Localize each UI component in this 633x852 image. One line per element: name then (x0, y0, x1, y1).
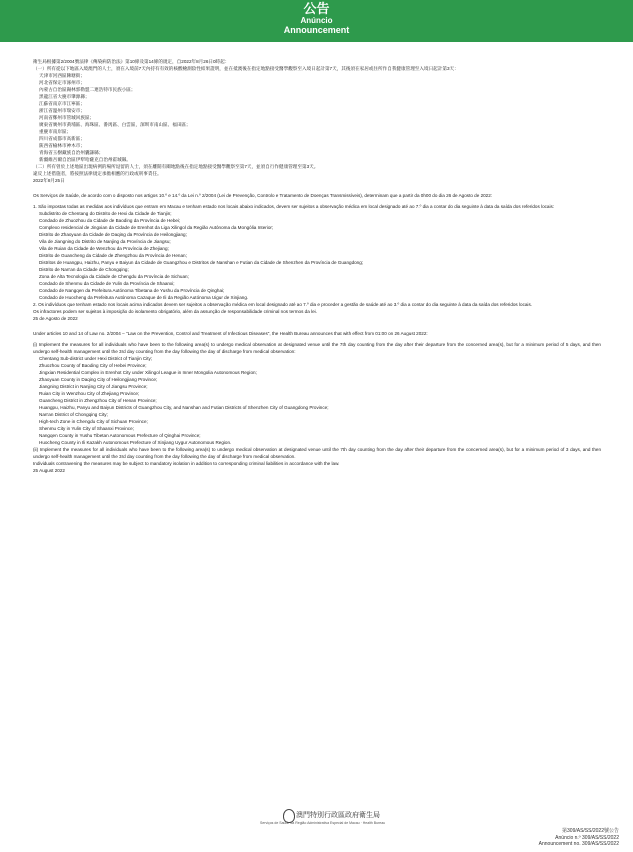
list-item: 青海省玉樹藏族自治州囊謙縣； (39, 150, 104, 155)
list-item: High-tech Zone in Chengdu City of Sichuan Province; (39, 419, 148, 424)
list-item: Ruian City in Wenzhou City of Zhejiang Province; (39, 391, 140, 396)
announcement-body (33, 58, 601, 474)
list-item: 天津市河西區陳塘街； (39, 73, 85, 78)
list-item: Distrito de Zhaoyuan da Cidade de Daqing da Província de Heilongjiang; (39, 232, 187, 237)
en-para1: (i) Implement the measures for all individuals who have been to the following area(s) to undergo medical observation at designated venue until the 7th day counting from the day after their departure from the concerned area(s), but for a minimum period of 5 days, and then undergo self-health management until the 3rd day counting from the day following the day of discharge from medical observation: (33, 342, 601, 354)
en-area-list (33, 355, 601, 446)
list-item: 浙江省溫州市瑞安市； (39, 108, 85, 113)
list-item: 廣東省廣州市黃埔區、海珠區、番禺區、白雲區，深圳市南山區、福田區； (39, 122, 191, 127)
list-item: 四川省成都市高新區； (39, 136, 85, 141)
list-item: Zhuozhou County of Baoding City of Hebei Province; (39, 363, 147, 368)
list-item: Chentang Sub-district under Hexi District of Tianjin City; (39, 356, 153, 361)
list-item: Condado de Zhuozhou da Cidade de Baoding da Província de Hebei; (39, 218, 181, 223)
pt-para3: Os infractores podem ser sujeitos à imposição do isolamento obrigatório, além da assunção de responsabilidade criminal nos termos da lei. (33, 309, 317, 314)
zh-area-list (33, 72, 601, 163)
ref-en: Announcement no. 309/AS/SS/2022 (538, 841, 619, 847)
list-item: Distrito de Guancheng da Cidade de Zhengzhou da Província de Henan; (39, 253, 187, 258)
list-item: 江蘇省南京市江寧區； (39, 101, 85, 106)
list-item: 河南省鄭州市管城回族區； (39, 115, 95, 120)
list-item: Condado de Huocheng da Prefeitura Autónoma Cazaque de Ili da Região Autónoma Uigur de Xinjiang. (39, 295, 249, 300)
list-item: 重慶市南岸區； (39, 129, 72, 134)
en-para2: (ii) Implement the measures for all individuals who have been to the following area(s) to undergo medical observation at designated venue until the 7th day counting from the day after their departure from the concerned area(s), but for a minimum period of 3 days, and then undergo self-health management until the 3rd day counting from the day following the day of discharge from medical observation. (33, 447, 601, 459)
list-item: Condado de Shenmu da Cidade de Yulin da Província de Shaanxi; (39, 281, 175, 286)
list-item: Distrito de Nan'an da Cidade de Chongqing; (39, 267, 129, 272)
list-item: Huocheng County in Ili Kazakh Autonomous Prefecture of Xinjiang Uygur Autonomous Region. (39, 440, 232, 445)
zh-para3: 違反上述措施者，將按照法律規定承擔相應的行政或刑事責任。 (33, 171, 162, 176)
zh-date: 2022年8月25日 (33, 178, 65, 183)
list-item: Jiangning District in Nanjing City of Jiangsu Province; (39, 384, 148, 389)
list-item: Huangpu, Haizhu, Panyu and Baiyun Districts of Guangzhou City, and Nanshan and Futian Districts of Shenzhen City of Guangdong Province; (39, 405, 329, 410)
list-item: Complexo residencial de Jingxian da Cidade de Erenhot da Liga Xilingol da Região Autónoma da Mongólia Interior; (39, 225, 274, 230)
zh-para2: （二）所有曾於上述地區出現病例的場所逗留的人士，須在離開有關地點後在指定地點接受醫學觀察至第7天，並須自行作健康管理至第3天。 (33, 164, 319, 169)
title-en: Announcement (283, 25, 350, 35)
list-item: Zhaoyuan County in Daqing City of Heilongjiang Province; (39, 377, 158, 382)
list-item: Distritos de Huangpu, Haizhu, Panyu e Baiyun da Cidade de Guangzhou e Distritos de Nanshan e Futian da Cidade de Shenzhen da Província de Guangdong; (39, 260, 364, 265)
list-item: Zona de Alta Tecnologia da Cidade de Chengdu da Província de Sichuan; (39, 274, 189, 279)
list-item: 新疆維吾爾自治區伊犁哈薩克自治州霍城縣。 (39, 157, 131, 162)
list-item: Vila de Ruian da Cidade de Wenzhou da Província de Zhejiang; (39, 246, 169, 251)
pt-para1: 1. São impostas todas as medidas aos indivíduos que entram em Macau e tenham estado nos locais abaixo indicados, devem ser sujeitos a observação médica em local designado até ao 7.º dia a contar do dia seguinte à data da saída dos referidos locais: (33, 204, 555, 209)
zh-para1: （一）所有從以下地區入境澳門的人士，須在入境前7天內持有有效的核酸檢測陰性結果證明，並在抵澳後在指定地點接受醫學觀察至入境日起計第7天，其後須在家居或住所作自我健康管理至入境日起計第3天： (33, 66, 459, 71)
list-item: Nan'an District of Chongqing City; (39, 412, 108, 417)
list-item: Vila de Jiangning do Distrito de Nanjing da Província de Jiangsu; (39, 239, 171, 244)
pt-date: 25 de Agosto de 2022 (33, 316, 78, 321)
announcement-header (0, 0, 633, 42)
list-item: 陝西省榆林市神木市； (39, 143, 85, 148)
pt-intro: Os Serviços de Saúde, de acordo com o disposto nos artigos 10.º e 14.º da Lei n.º 2/2004 (Lei de Prevenção, Controlo e Tratamento de Doenças Transmissíveis), determinam que a partir da 0h00 do dia 26 de Agosto de 2022: (33, 193, 493, 198)
list-item: Nangqen County in Yushu Tibetan Autonomous Prefecture of Qinghai Province; (39, 433, 201, 438)
list-item: Subdistrito de Chentang do Distrito de Hexi da Cidade de Tianjin; (39, 211, 172, 216)
list-item: Shenmu City in Yulin City of Shaanxi Province; (39, 426, 134, 431)
en-para3: Individuals contravening the measures may be subject to mandatory isolation in addition to corresponding criminal liabilities in accordance with the law. (33, 461, 340, 466)
en-intro: Under articles 10 and 14 of Law no. 2/2004 – "Law on the Prevention, Control and Treatment of Infectious Diseases", the Health Bureau announces that with effect from 01:00 on 26 August 2022: (33, 331, 428, 336)
list-item: Guancheng District in Zhengzhou City of Henan Province; (39, 398, 157, 403)
ref-zh: 第309/AS/SS/2022號公告 (562, 828, 619, 834)
list-item: 黑龍江省大慶市肇源縣； (39, 94, 90, 99)
en-date: 25 August 2022 (33, 468, 65, 473)
bureau-name-zh: 澳門特別行政區政府衛生局 (296, 812, 380, 819)
title-zh: 公告 (303, 1, 330, 16)
title-pt: Anúncio (300, 16, 333, 25)
zh-intro: 衛生局根據第2/2004號法律《傳染病防治法》第10條及第14條的規定，自2022年8月26日0時起： (33, 59, 230, 64)
pt-area-list (33, 210, 601, 301)
list-item: Condado de Nangqen da Prefeitura Autónoma Tibetana de Yushu da Província de Qinghai; (39, 288, 225, 293)
ref-pt: Anúncio n.º 309/AS/SS/2022 (555, 834, 619, 841)
pt-para2: 2. Os indivíduos que tenham estado nos locais acima indicados devem ser sujeitos a observação médica em local designado até ao 7.º dia e proceder a gestão de saúde até ao 3.º dia a contar do dia seguinte à data da saída dos referidos locais. (33, 302, 533, 307)
bureau-name-en: Serviços de Saúde da Região Administrativa Especial de Macau · Health Bureau (260, 821, 386, 825)
list-item: 河北省保定市涿州市； (39, 80, 85, 85)
announcement-references (539, 828, 619, 848)
list-item: 內蒙古自治區錫林郭勒盟二連浩特市民族小區； (39, 87, 136, 92)
list-item: Jingxian Residential Complex in Erenhot City under Xilingol League in Inner Mongolia Autonomous Region; (39, 370, 257, 375)
